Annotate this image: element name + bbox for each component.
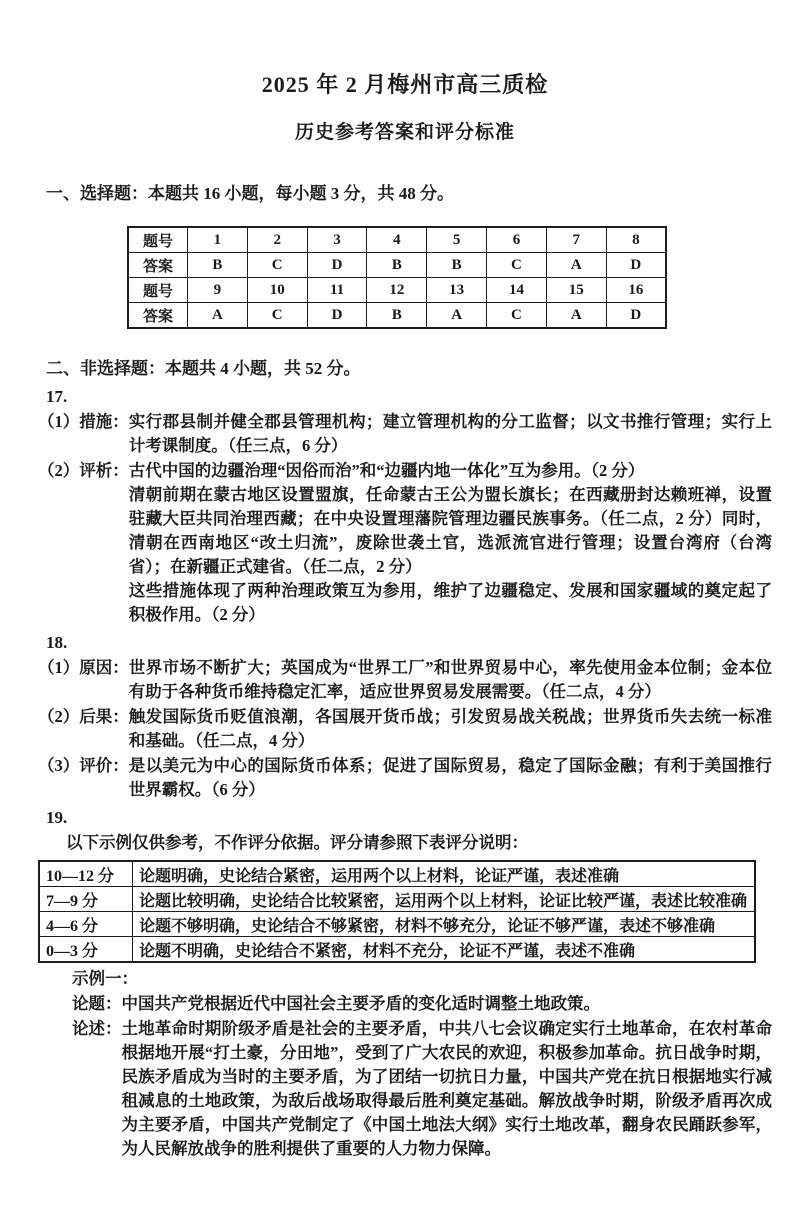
example-exposition — [72, 1017, 772, 1161]
example-thesis — [72, 992, 772, 1016]
criteria-cell: 论题比较明确，史论结合比较紧密，运用两个以上材料，论证比较严谨，表述比较准确 — [133, 887, 756, 912]
exposition-text: 土地革命时期阶级矛盾是社会的主要矛盾，中共八七会议确定实行土地革命，在农村革命根据地开展“打土豪，分田地”，受到了广大农民的欢迎，积极参加革命。抗日战争时期，民族矛盾成为当时的主要矛盾，为了团结一切抗日力量，中国共产党在抗日根据地实行减租减息的土地政策，为敌后战场取得最后胜利奠定基础。解放战争时期，阶级矛盾再次成为主要矛盾，中国共产党制定了《中国土地法大纲》实行土地改革，翻身农民踊跃参军，为人民解放战争的胜利提供了重要的人力物力保障。 — [121, 1019, 772, 1158]
answer-table-row — [128, 253, 666, 278]
row-header-cell: 答案 — [128, 303, 188, 329]
exposition-label: 论述： — [72, 1019, 122, 1038]
item-label: （2）评析： — [38, 461, 129, 480]
criteria-cell: 论题明确，史论结合紧密，运用两个以上材料，论证严谨，表述准确 — [133, 861, 756, 887]
answer-cell: C — [247, 303, 307, 329]
question-number-cell: 6 — [487, 227, 547, 253]
answer-paragraph: 世界市场不断扩大；英国成为“世界工厂”和世界贸易中心，率先使用金本位制；金本位有助于各种货币维持稳定汇率，适应世界贸易发展需要。（任二点，4 分） — [128, 658, 772, 701]
row-header-cell: 答案 — [128, 253, 188, 278]
question-number-cell: 9 — [188, 278, 248, 303]
answer-table-row — [128, 278, 666, 303]
answer-cell: A — [427, 303, 487, 329]
question-number-cell: 15 — [546, 278, 606, 303]
answer-paragraph: 清朝前期在蒙古地区设置盟旗，任命蒙古王公为盟长旗长；在西藏册封达赖班禅，设置驻藏大臣共同治理西藏；在中央设置理藩院管理边疆民族事务。（任二点，2 分）同时，清朝在西南地区“改土归流”，废除世袭土官，选派流官进行管理；设置台湾府（台湾省）；在新疆正式建省。（任二点，2 分） — [128, 485, 772, 576]
answer-cell: A — [546, 253, 606, 278]
question-19-number: 19. — [46, 808, 68, 827]
question-number-cell: 2 — [247, 227, 307, 253]
document-subtitle: 历史参考答案和评分标准 — [294, 122, 515, 143]
thesis-text: 中国共产党根据近代中国社会主要矛盾的变化适时调整土地政策。 — [121, 994, 600, 1013]
answer-table-row — [128, 227, 666, 253]
rubric-row — [39, 937, 755, 963]
question-number-cell: 11 — [307, 278, 367, 303]
rubric-row — [39, 861, 755, 887]
answer-cell: B — [427, 253, 487, 278]
answer-paragraph: 这些措施体现了两种治理政策互为参用，维护了边疆稳定、发展和国家疆域的奠定起了积极作用。（2 分） — [128, 581, 772, 624]
item-label: （3）评价： — [38, 756, 129, 775]
item-body — [129, 754, 772, 802]
criteria-cell: 论题不够明确，史论结合不够紧密，材料不够充分，论证不够严谨，表述不够准确 — [133, 912, 756, 937]
answer-cell: D — [606, 303, 666, 329]
answer-cell: B — [188, 253, 248, 278]
q17-item-1 — [38, 410, 772, 458]
choice-section-heading: 一、选择题：本题共 16 小题，每小题 3 分，共 48 分。 — [46, 184, 454, 203]
answer-cell: D — [307, 303, 367, 329]
score-range-cell: 4—6 分 — [39, 912, 133, 937]
answer-cell: B — [367, 303, 427, 329]
answer-table-row — [128, 303, 666, 329]
answer-paragraph: 是以美元为中心的国际货币体系；促进了国际贸易，稳定了国际金融；有利于美国推行世界霸权。（6 分） — [128, 756, 772, 799]
q18-item-1 — [38, 656, 772, 704]
answer-cell: C — [487, 253, 547, 278]
row-header-cell: 题号 — [128, 278, 188, 303]
question-18-number: 18. — [46, 633, 68, 652]
question-number-cell: 1 — [188, 227, 248, 253]
question-number-cell: 12 — [367, 278, 427, 303]
q17-item-2 — [38, 459, 772, 627]
q18-item-2 — [38, 705, 772, 753]
item-label: （1）原因： — [38, 658, 129, 677]
item-body — [122, 992, 773, 1016]
question-number-cell: 4 — [367, 227, 427, 253]
question-number-cell: 7 — [546, 227, 606, 253]
q18-item-3 — [38, 754, 772, 802]
question-number-cell: 8 — [606, 227, 666, 253]
item-label: （1）措施： — [38, 412, 129, 431]
answer-cell: D — [606, 253, 666, 278]
answer-paragraph: 触发国际货币贬值浪潮，各国展开货币战；引发贸易战关税战；世界货币失去统一标准和基础。（任二点，4 分） — [128, 707, 772, 750]
answer-cell: C — [247, 253, 307, 278]
item-body — [129, 459, 772, 627]
essay-section-heading: 二、非选择题：本题共 4 小题，共 52 分。 — [46, 359, 361, 378]
item-body — [129, 705, 772, 753]
answer-cell: A — [546, 303, 606, 329]
question-number-cell: 16 — [606, 278, 666, 303]
answer-cell: B — [367, 253, 427, 278]
score-range-cell: 10—12 分 — [39, 861, 133, 887]
item-body — [122, 1017, 773, 1161]
score-range-cell: 7—9 分 — [39, 887, 133, 912]
example-heading: 示例一： — [72, 969, 138, 988]
row-header-cell: 题号 — [128, 227, 188, 253]
item-body — [129, 656, 772, 704]
answer-cell: C — [487, 303, 547, 329]
rubric-row — [39, 912, 755, 937]
question-number-cell: 13 — [427, 278, 487, 303]
q19-intro-note: 以下示例仅供参考，不作评分依据。评分请参照下表评分说明： — [66, 833, 528, 852]
item-label: （2）后果： — [38, 707, 129, 726]
answer-cell: A — [188, 303, 248, 329]
score-range-cell: 0—3 分 — [39, 937, 133, 963]
question-number-cell: 14 — [487, 278, 547, 303]
criteria-cell: 论题不明确，史论结合不紧密，材料不充分，论证不严谨，表述不准确 — [133, 937, 756, 963]
question-number-cell: 10 — [247, 278, 307, 303]
item-body — [129, 410, 772, 458]
answer-cell: D — [307, 253, 367, 278]
question-17-number: 17. — [46, 387, 68, 406]
question-number-cell: 5 — [427, 227, 487, 253]
thesis-label: 论题： — [72, 994, 122, 1013]
q19-example-block — [38, 967, 772, 1161]
document-title: 2025 年 2 月梅州市高三质检 — [261, 72, 549, 97]
question-number-cell: 3 — [307, 227, 367, 253]
answer-paragraph: 古代中国的边疆治理“因俗而治”和“边疆内地一体化”互为参用。（2 分） — [128, 461, 645, 480]
answer-table — [127, 226, 667, 329]
rubric-row — [39, 887, 755, 912]
answer-paragraph: 实行郡县制并健全郡县管理机构；建立管理机构的分工监督；以文书推行管理；实行上计考课制度。（任三点，6 分） — [128, 412, 772, 455]
scoring-rubric-table — [38, 860, 756, 963]
